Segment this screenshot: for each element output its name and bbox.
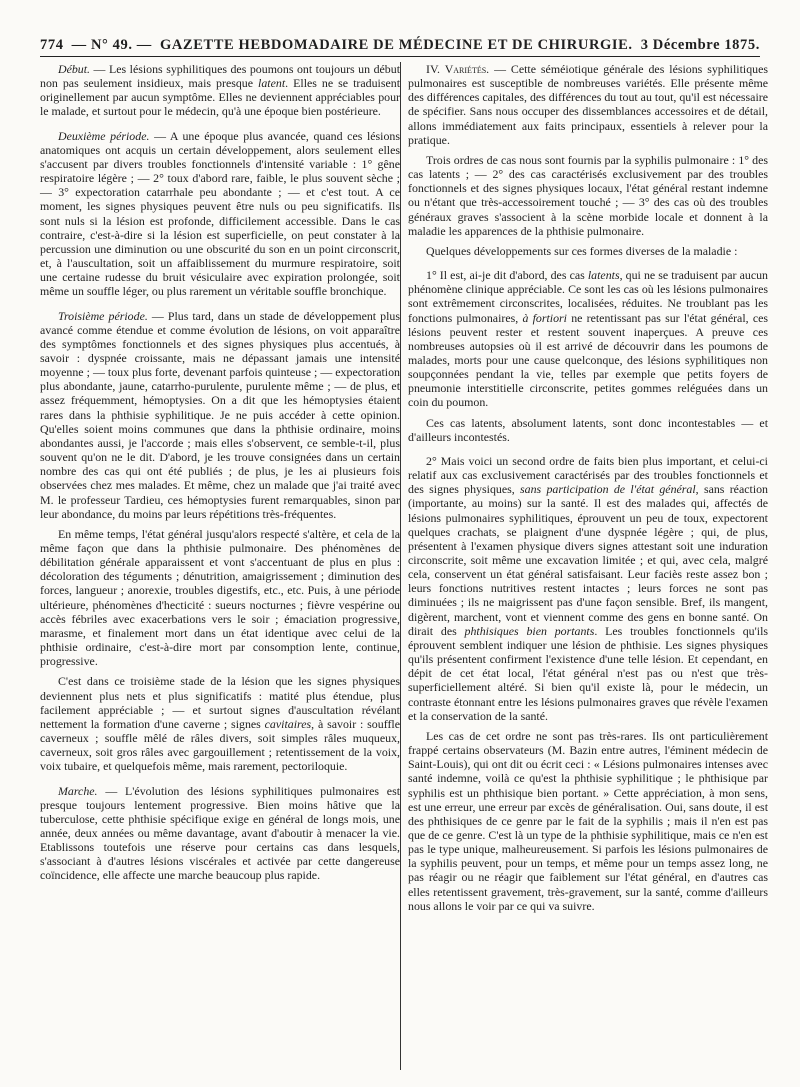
paragraph-trois-ordres: Trois ordres de cas nous sont fournis par la syphilis pulmonaire : 1° des cas latents ; — 2° des cas caractérisés exclusivement par des troubles fonctionnels et des signes physiques locaux, l'état général restant indemne ou n'étant que très-accessoirement touché ; — 3° des cas où des troubles généraux graves s'associent à la scène morbide locale et donnent à la maladie les apparences de la phthisie pulmonaire. (408, 152, 768, 238)
page-number: 774 (40, 37, 64, 53)
issue-date: 3 Décembre 1875. (640, 37, 760, 53)
paragraph-deuxieme-periode: Deuxième période. — A une époque plus avancée, quand ces lésions anatomiques ont acquis un certain développement, alors seulement elles s'accusent par divers troubles fonctionnels d'intensité variable : 1° gêne respiratoire légère ; — 2° toux d'abord rare, faible, le plus souvent sèche ; — 3° expectoration catarrhale peu abondante ; — et c'est tout. A ce moment, les signes physiques peuvent être nuls ou peu significatifs. Ils sont nuls si la lésion est profonde, difficilement accessible. Dans le cas contraire, c'est-à-dire si la lésion est superficielle, on peut constater à la percussion une diminution ou une obscurité du son en un point circonscrit, et, à l'auscultation, soit un affaiblissement du murmure respiratoire, soit une certaine rudesse du bruit vésiculaire avec expiration prolongée, soit même un souffle léger, ou plus rarement un véritable souffle bronchique. (40, 128, 400, 299)
journal-title: GAZETTE HEBDOMADAIRE DE MÉDECINE ET DE CHIRURGIE. (159, 37, 633, 53)
paragraph-troisieme-periode: Troisième période. — Plus tard, dans un stade de développement plus avancé comme étendue et comme évolution de lésions, on voit apparaître des symptômes fonctionnels et des signes physiques plus accentués, à savoir : dyspnée croissante, mais ne dépassant jamais une intensité moyenne ; — toux plus forte, devenant parfois quinteuse ; — expectoration plus abondante, jaune, catarrho-purulente, purulente même ; — de plus, et assez fréquemment, hémoptysies. On a dit que les hémoptysies étaient rares dans la phthisie syphilitique. Je ne puis accéder à cette opinion. Qu'elles soient moins communes que dans la phthisie ordinaire, moins abondantes aussi, je l'accorde ; mais elles s'observent, ce semble-t-il, plus souvent qu'on ne le dit. D'abord, je les trouve consignées dans un certain nombre des cas qui ont été publiés ; de plus, je les ai plusieurs fois observées chez mes malades. Et même, chez un malade que j'ai traité avec M. le professeur Tardieu, ces hémoptysies furent remarquables, sinon par leur abondance, du moins par leurs répétitions très-fréquentes. (40, 308, 400, 521)
paragraph-signes-physiques: C'est dans ce troisième stade de la lésion que les signes physiques deviennent plus nets et plus significatifs : matité plus étendue, plus facilement appréciable ; — et surtout signes d'auscultation révélant nettement la formation d'une caverne ; signes cavitaires, à savoir : souffle caverneux ; souffle mêlé de râles divers, soit simples râles muqueux, caverneux, soit gros râles avec gargouillement ; retentissement de la voix, voix tubaire, et quelquefois même, mais rarement, pectoriloquie. (40, 674, 400, 774)
left-column (40, 62, 400, 889)
heading-varietes: IV. Variétés. (426, 62, 490, 76)
paragraph-debut: Début. — Les lésions syphilitiques des poumons ont toujours un début non pas seulement insidieux, mais presque latent. Elles ne se traduisent originellement par aucun symptôme. Elles ne deviennent appréciables pour le malade, et surtout pour le médecin, qu'à une époque bien postérieure. (40, 62, 400, 119)
paragraph-observateurs: Les cas de cet ordre ne sont pas très-rares. Ils ont particulièrement frappé certains observateurs (M. Bazin entre autres, l'éminent médecin de Saint-Louis), qui ont dit ou écrit ceci : « Lésions pulmonaires intenses avec santé indemne, voilà ce qu'est la phthisie syphilitique ; le phthisique par syphilis est un phthisique bien portant. » Cette appréciation, à mon sens, est une erreur, une erreur par excès de généralisation. Oui, sans doute, il est des phthisiques de ce genre par le fait de la syphilis ; mais il n'en est pas que de ce genre. C'est là un type de la phthisie syphilitique, mais ce n'en est pas le type unique, malheureusement. Si parfois les lésions pulmonaires de la syphilis peuvent, pour un temps, et même pour un temps assez long, ne pas réagir ou ne réagir que faiblement sur l'état général, en d'autres cas elles retentissent gravement, très-gravement, sur la santé, comme d'ailleurs nous allons le voir par ce qui va suivre. (408, 728, 768, 913)
heading-debut: Début. (58, 62, 91, 76)
heading-troisieme-periode: Troisième période. (58, 308, 148, 323)
heading-deuxieme-periode: Deuxième période. (58, 128, 150, 143)
issue-number: — N° 49. — (71, 37, 152, 53)
paragraph-incontestables: Ces cas latents, absolument latents, sont donc incontestables — et d'ailleurs incontestés. (408, 415, 768, 444)
paragraph-marche: Marche. — L'évolution des lésions syphilitiques pulmonaires est presque toujours lentement progressive. Bien moins hâtive que la tuberculose, cette phthisie spécifique exige en général de longs mois, une année, deux années ou même davantage, avant d'aboutir à menacer la vie. Etablissons toutefois une réserve pour certains cas dans lesquels, s'associant à d'autres lésions viscérales et activée par cette dangereuse coïncidence, elle affecte une marche beaucoup plus rapide. (40, 783, 400, 883)
running-header (40, 30, 760, 54)
column-divider (400, 62, 401, 1070)
right-column (408, 62, 768, 919)
paragraph-second-ordre: 2° Mais voici un second ordre de faits bien plus important, et celui-ci relatif aux cas exclusivement caractérisés par des troubles fonctionnels et des signes physiques, sans participation de l'état général, sans réaction (importante, au moins) sur la santé. Il est des malades qui, affectés de lésions pulmonaires syphilitiques, éprouvent un peu de toux, expectorent quelques crachats, se plaignent d'une dyspnée légère ; qui, de plus, présentent à l'examen physique divers signes attestant soit une induration circonscrite, soit même une excavation limitée ; et qui, avec cela, malgré cela, conservent un état général satisfaisant. Leur faciès reste assez bon ; leurs fonctions nutritives restent intactes ; leurs forces ne sont pas diminuées ; ils ne maigrissent pas d'une façon sensible. Bref, ils mangent, digèrent, marchent, vont et viennent comme des gens en bonne santé. On dirait des phthisiques bien portants. Les troubles fonctionnels qu'ils éprouvent semblent indiquer une lésion de phthisie. Les signes physiques qu'ils présentent confirment l'existence d'une telle lésion. Et cependant, en dépit de cet état local, l'état général n'est pas ou n'est que très-superficiellement altéré. Si bien qu'il existe là, pour le médecin, un contraste étonnant entre les lésions pulmonaires graves que révèle l'examen et la conservation de la santé. (408, 453, 769, 723)
paragraph-developpements: Quelques développements sur ces formes diverses de la maladie : (426, 243, 738, 258)
header-rule (40, 56, 760, 57)
paragraph-cas-latents: 1° Il est, ai-je dit d'abord, des cas latents, qui ne se traduisent par aucun phénomène clinique appréciable. Ce sont les cas où les lésions pulmonaires sont extrêmement circonscrites, localisées, réduites. Ne troublant pas les fonctions pulmonaires, à fortiori ne retentissant pas sur l'état général, ces lésions peuvent rester et restent souvent inaperçues. A preuve ces nombreuses autopsies où il est arrivé de découvrir dans les poumons de malades, morts pour une cause quelconque, des lésions syphilitiques non soupçonnées pendant la vie, telles par exemple que petits foyers de pneumonie interstitielle circonscrite, petites gommes reléguées dans un coin du poumon. (408, 268, 769, 410)
paragraph-etat-general: En même temps, l'état général jusqu'alors respecté s'altère, et cela de la même façon que dans la phthisie pulmonaire. Des phénomènes de débilitation générale apparaissent et vont s'accentuant de plus en plus : décoloration des téguments ; dénutrition, amaigrissement ; diminution des forces, langueur ; anorexie, troubles digestifs, etc., etc. Puis, à une période ultérieure, phénomènes d'hecticité : sueurs nocturnes ; fièvre vespérine ou accès fébriles avec exacerbations vers le soir ; émaciation progressive, marasme, et finalement mort dans un état identique avec celui de la phthisie ordinaire, c'est-à-dire mort par consomption lente, continue, progressive. (40, 526, 400, 669)
heading-marche: Marche. (58, 783, 98, 798)
paragraph-varietes: IV. Variétés. — Cette séméiotique générale des lésions syphilitiques pulmonaires est susceptible de nombreuses variétés. Elle présente même des différences capitales, des différences du tout au tout, qu'il est nécessaire de spécifier. Sans nous occuper des dissemblances accessoires et de détail, allons immédiatement aux faits principaux, essentiels à relever pour la pratique. (408, 62, 768, 147)
